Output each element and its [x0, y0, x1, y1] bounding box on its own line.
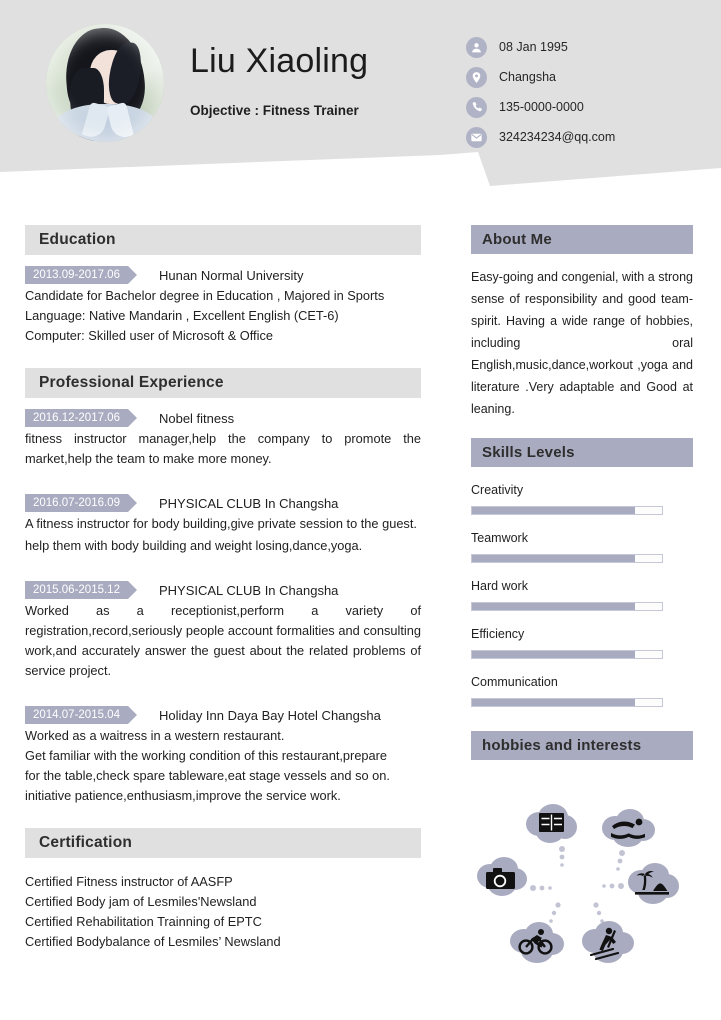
spacer [471, 707, 693, 731]
contact-row-email [466, 122, 615, 152]
avatar [46, 24, 164, 142]
education-details [25, 286, 421, 346]
list-item: Certified Bodybalance of Lesmiles’ Newsland [25, 934, 281, 949]
experience-description: fitness instructor manager,help the company to promote the market,help the team to make more money. [25, 431, 421, 466]
skill-label: Teamwork [471, 531, 528, 545]
contact-value: Changsha [499, 70, 556, 84]
contact-value: 135-0000-0000 [499, 100, 584, 114]
organization-name: PHYSICAL CLUB In Changsha [158, 582, 339, 598]
objective-line: Objective : Fitness Trainer [190, 103, 359, 118]
experience-extra-line: initiative patience,enthusiasm,improve the service work. [25, 788, 341, 803]
skill-bar-fill [472, 555, 635, 562]
skill-label: Creativity [471, 483, 524, 497]
contact-row-phone [466, 92, 615, 122]
skill-bar [471, 698, 663, 707]
section-header-hobbies: hobbies and interests [471, 731, 693, 760]
book-icon [523, 800, 579, 848]
experience-extra-line: Worked as a waitress in a western restaurant. [25, 728, 285, 743]
connector-dots-beach [597, 880, 625, 892]
experience-extra-line: for the table,check spare tableware,eat stage vessels and so on. [25, 768, 390, 783]
photo-vignette [46, 24, 164, 142]
camera-icon [475, 854, 531, 902]
spacer [25, 806, 421, 828]
envelope-icon [466, 127, 487, 148]
skill-label: Hard work [471, 579, 528, 593]
skill-item-creativity [471, 483, 693, 515]
entry-header [25, 409, 421, 427]
skill-bar [471, 602, 663, 611]
skill-label: Communication [471, 675, 558, 689]
contact-list [466, 32, 615, 152]
spacer [471, 420, 693, 438]
experience-extra-line: Get familiar with the working condition of this restaurant,prepare [25, 748, 388, 763]
organization-name: Hunan Normal University [158, 267, 304, 283]
skill-item-efficiency [471, 627, 693, 659]
about-text: Easy-going and congenial, with a strong sense of responsibility and good team-spirit. Having a wide range of hobbies, including oral English,music,dance,workout ,yoga and literature .Very adaptable and Good at leaning. [471, 270, 693, 416]
entry-header [25, 581, 421, 599]
experience-description: A fitness instructor for body building,give private session to the guest. [25, 516, 417, 531]
date-badge: 2013.09-2017.06 [25, 266, 128, 284]
education-line: Candidate for Bachelor degree in Education , Majored in Sports [25, 288, 385, 303]
contact-row-location [466, 62, 615, 92]
skill-label: Efficiency [471, 627, 525, 641]
contact-value: 324234234@qq.com [499, 130, 616, 144]
date-badge: 2016.07-2016.09 [25, 494, 128, 512]
organization-name: Holiday Inn Daya Bay Hotel Changsha [158, 707, 381, 723]
beach-palm-icon [623, 860, 681, 910]
skill-bar-fill [472, 603, 635, 610]
experience-entry [25, 494, 421, 556]
organization-name: Nobel fitness [158, 410, 235, 426]
spacer [25, 556, 421, 570]
contact-value: 08 Jan 1995 [499, 40, 568, 54]
spacer [25, 681, 421, 695]
left-column [25, 225, 421, 952]
education-entry [25, 266, 421, 346]
skill-item-communication [471, 675, 693, 707]
phone-icon [466, 97, 487, 118]
person-icon [466, 37, 487, 58]
experience-extra-line: help them with body building and weight losing,dance,yoga. [25, 538, 363, 553]
skill-item-teamwork [471, 531, 693, 563]
spacer [25, 469, 421, 483]
skill-bar [471, 506, 663, 515]
section-header-skills: Skills Levels [471, 438, 693, 467]
cycling-icon [507, 918, 567, 968]
section-header-experience: Professional Experience [25, 368, 421, 398]
skiing-icon [579, 918, 637, 968]
skill-item-hard-work [471, 579, 693, 611]
list-item: Certified Body jam of Lesmiles'Newsland [25, 894, 257, 909]
date-badge: 2015.06-2015.12 [25, 581, 128, 599]
section-header-certification: Certification [25, 828, 421, 858]
date-badge: 2014.07-2015.04 [25, 706, 128, 724]
date-badge: 2016.12-2017.06 [25, 409, 128, 427]
swimming-icon [599, 806, 657, 852]
organization-name: PHYSICAL CLUB In Changsha [158, 495, 339, 511]
skill-bar-fill [472, 699, 635, 706]
skill-bar [471, 554, 663, 563]
education-line: Computer: Skilled user of Microsoft & Office [25, 328, 273, 343]
hobbies-diagram [471, 778, 693, 968]
page-title: Liu Xiaoling [190, 42, 369, 80]
entry-header [25, 494, 421, 512]
right-column [471, 225, 693, 968]
experience-description: Worked as a receptionist,perform a variety of registration,record,seriously people account formalities and consulting work,and accurately answer the guest about the related problems of service project. [25, 603, 421, 678]
section-header-about: About Me [471, 225, 693, 254]
experience-entry [25, 581, 421, 681]
skill-bar [471, 650, 663, 659]
section-header-education: Education [25, 225, 421, 255]
list-item: Certified Rehabilitation Trainning of EPTC [25, 914, 262, 929]
connector-dots-book [555, 846, 569, 872]
skill-bar-fill [472, 651, 635, 658]
certification-list [25, 872, 421, 952]
skill-bar-fill [472, 507, 635, 514]
entry-header [25, 706, 421, 724]
contact-row-birthdate [466, 32, 615, 62]
connector-dots-camera [529, 882, 557, 894]
experience-entry [25, 409, 421, 469]
location-pin-icon [466, 67, 487, 88]
list-item: Certified Fitness instructor of AASFP [25, 874, 233, 889]
entry-header [25, 266, 421, 284]
experience-entry [25, 706, 421, 806]
education-line: Language: Native Mandarin , Excellent English (CET-6) [25, 308, 339, 323]
spacer [25, 346, 421, 368]
